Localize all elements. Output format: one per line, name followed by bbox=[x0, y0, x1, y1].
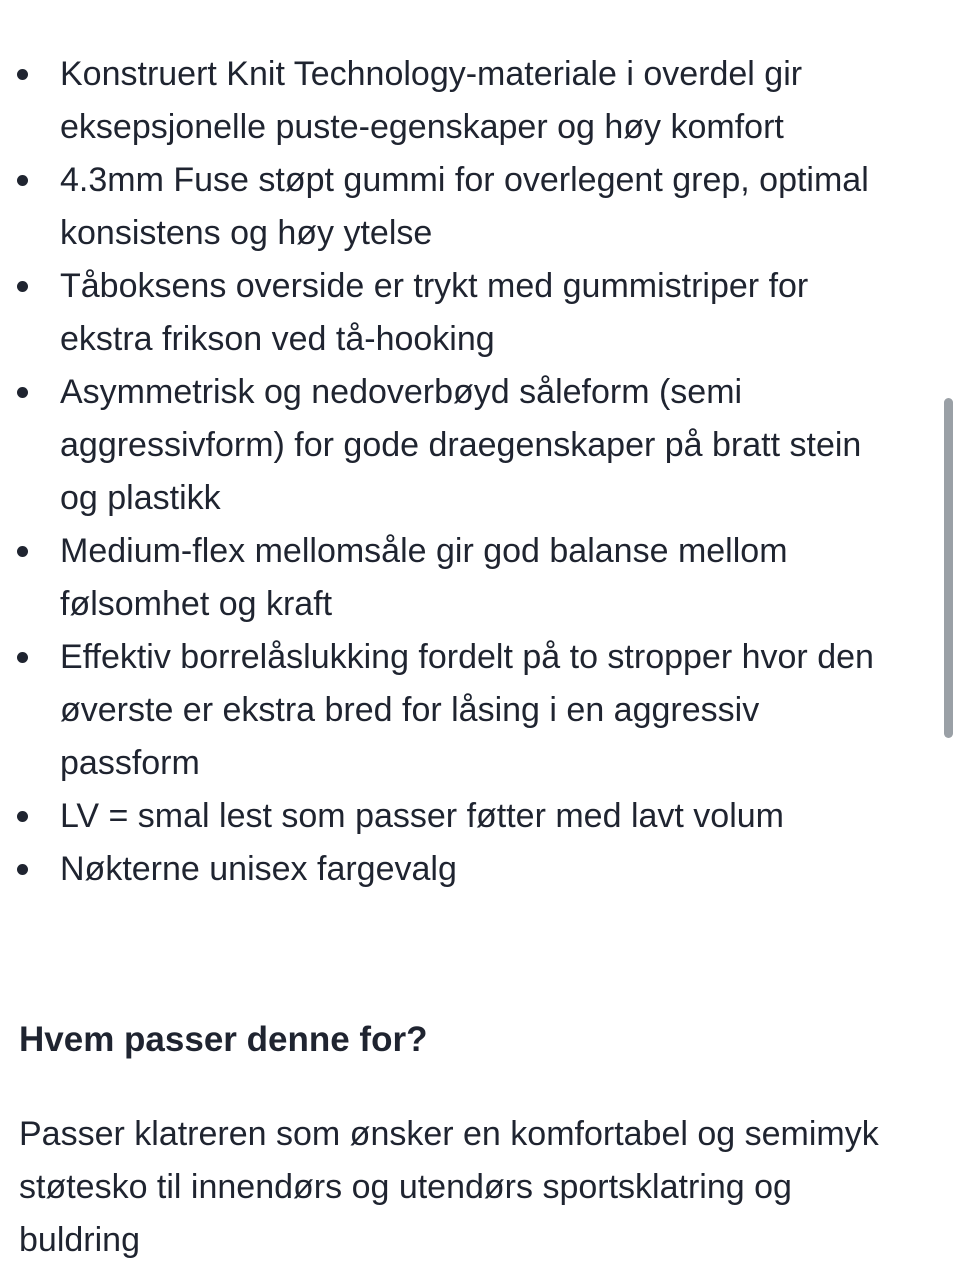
list-item bbox=[0, 843, 940, 896]
feature-list bbox=[0, 48, 940, 896]
feature-text: 4.3mm Fuse støpt gummi for overlegent grep, optimal konsistens og høy ytelse bbox=[60, 161, 869, 252]
feature-text: Effektiv borrelåslukking fordelt på to stropper hvor den øverste er ekstra bred for låsing i en aggressiv passform bbox=[60, 638, 874, 782]
list-item bbox=[0, 260, 940, 366]
section-body: Passer klatreren som ønsker en komfortabel og semimyk støtesko til innendørs og utendørs sportsklatring og buldring bbox=[19, 1115, 879, 1259]
bullet-icon bbox=[17, 281, 28, 292]
bullet-icon bbox=[17, 652, 28, 663]
list-item bbox=[0, 48, 940, 154]
list-item bbox=[0, 525, 940, 631]
feature-text: Tåboksens overside er trykt med gummistriper for ekstra frikson ved tå-hooking bbox=[60, 267, 809, 358]
bullet-icon bbox=[17, 387, 28, 398]
feature-text: Nøkterne unisex fargevalg bbox=[60, 850, 457, 888]
list-item bbox=[0, 154, 940, 260]
bullet-icon bbox=[17, 69, 28, 80]
feature-text: Medium-flex mellomsåle gir god balanse mellom følsomhet og kraft bbox=[60, 532, 788, 623]
bullet-icon bbox=[17, 546, 28, 557]
bullet-icon bbox=[17, 864, 28, 875]
product-description bbox=[0, 48, 940, 896]
feature-text: Asymmetrisk og nedoverbøyd såleform (semi aggressivform) for gode draegenskaper på bratt stein og plastikk bbox=[60, 373, 862, 517]
list-item bbox=[0, 790, 940, 843]
scrollbar-thumb[interactable] bbox=[944, 398, 953, 738]
feature-text: Konstruert Knit Technology-materiale i overdel gir eksepsjonelle puste-egenskaper og høy komfort bbox=[60, 55, 803, 146]
list-item bbox=[0, 366, 940, 525]
feature-text: LV = smal lest som passer føtter med lavt volum bbox=[60, 797, 784, 835]
section-title: Hvem passer denne for? bbox=[19, 1020, 428, 1059]
bullet-icon bbox=[17, 175, 28, 186]
bullet-icon bbox=[17, 811, 28, 822]
list-item bbox=[0, 631, 940, 790]
